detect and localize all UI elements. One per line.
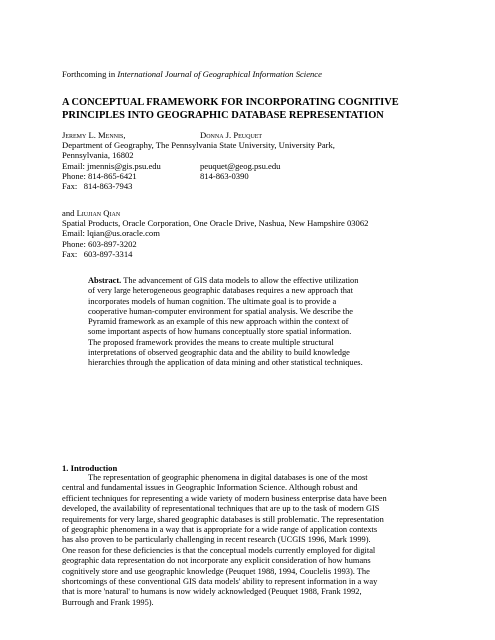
intro-line: geographic data representation do not incorporate any explicit consideration of how humans [62,556,371,566]
abstract-line: incorporates models of human cognition. The ultimate goal is to provide a [88,296,337,306]
abstract-line: The proposed framework provides the means to create multiple structural [88,337,334,347]
paper-title [62,96,442,122]
intro-line: requirements for very large, shared geographic databases is still problematic. The representation [62,514,384,524]
author-phone-qian: Phone: 603-897-3202 [62,238,137,249]
author-name-mennis: Jeremy L. Mennis, [62,130,126,140]
author-block-1 [62,130,335,191]
intro-line: of geographic phenomena in a way that is appropriate for a wide range of application contexts [62,525,378,535]
abstract-line: some important aspects of how humans conceptually store spatial information. [88,327,352,337]
abstract-line: Pyramid framework as an example of this new approach within the context of [88,317,349,327]
author-department: Department of Geography, The Pennsylvania State University, University Park, [62,140,335,151]
section-heading-introduction: 1. Introduction [62,463,118,473]
introduction-body [62,473,444,608]
forthcoming-prefix: Forthcoming in [62,69,118,79]
abstract [88,276,418,369]
title-line: PRINCIPLES INTO GEOGRAPHIC DATABASE REPRESENTATION [62,110,384,121]
intro-line: shortcomings of these conventional GIS data models' ability to represent information in a way [62,577,378,587]
author-block-2 [62,208,368,259]
author-fax-mennis: Fax: 814-863-7943 [62,181,133,192]
author-city: Pennsylvania, 16802 [62,150,134,161]
author-email-qian: Email: lqian@us.oracle.com [62,228,160,239]
intro-line: Burrough and Frank 1995). [62,597,154,607]
author-phone-mennis: Phone: 814-865-6421 [62,170,137,181]
intro-line: central and fundamental issues in Geographic Information Science. Although robust and [62,483,358,493]
author-email-peuquet: peuquet@geog.psu.edu [200,160,281,171]
author-and: and [62,208,77,218]
abstract-line: cooperative human-computer environment for spatial analysis. We describe the [88,306,353,316]
author-fax-qian: Fax: 603-897-3314 [62,248,133,259]
author-email-mennis: Email: jmennis@gis.psu.edu [62,160,161,171]
abstract-line: The advancement of GIS data models to allow the effective utilization [121,276,359,285]
title-line: A CONCEPTUAL FRAMEWORK FOR INCORPORATING COGNITIVE [62,97,399,108]
author-phone-peuquet: 814-863-0390 [200,170,249,181]
abstract-label: Abstract. [88,276,122,285]
author-organization: Spatial Products, Oracle Corporation, One Oracle Drive, Nashua, New Hampshire 03062 [62,218,369,229]
intro-line: The representation of geographic phenomena in digital databases is one of the most [88,473,368,482]
intro-line: has also proven to be particularly challenging in recent research (UCGIS 1996, Mark 1999). [62,535,371,545]
intro-line: that is more 'natural' to humans is now widely acknowledged (Peuquet 1988, Frank 1992, [62,587,362,597]
abstract-line: interpretations of observed geographic data and the ability to build knowledge [88,348,350,358]
abstract-line: of very large heterogeneous geographic databases requires a new approach that [88,286,353,296]
intro-line: developed, the availability of representational techniques that are up to the task of modern GIS [62,504,380,514]
author-name-qian: Liujian Qian [76,208,121,218]
journal-name: International Journal of Geographical Information Science [117,69,322,79]
intro-line: One reason for these deficiencies is that the conceptual models currently employed for digital [62,545,376,555]
abstract-line: hierarchies through the application of data mining and other statistical techniques. [88,358,363,368]
author-name-peuquet: Donna J. Peuquet [200,130,263,140]
intro-line: efficient techniques for representing a wide variety of modern business enterprise data have been [62,493,387,503]
intro-line: cognitively store and use geographic knowledge (Peuquet 1988, 1994, Couclelis 1993). The [62,566,370,576]
forthcoming-note [62,69,322,79]
